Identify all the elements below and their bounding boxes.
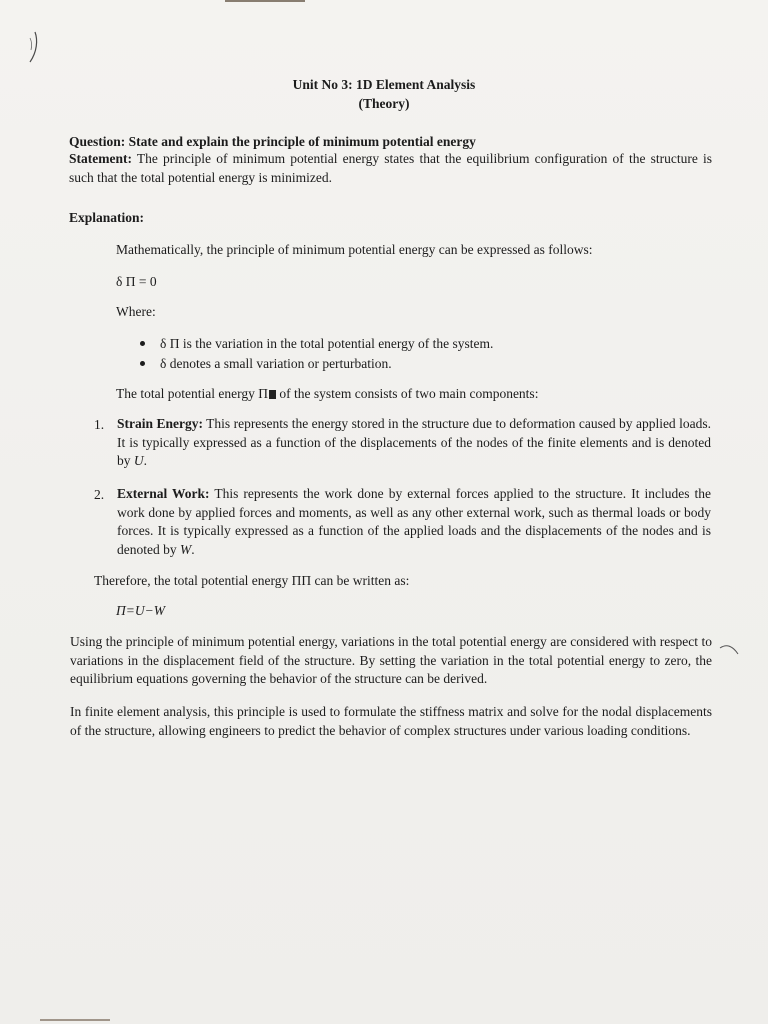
conclusion-paragraph: Using the principle of minimum potential energy, variations in the total potential energy are considered with respect to variations in the displacement field of the structure. By setting the variation in the total potential energy to zero, the equilibrium equations governing the behavior of the structure can be derived. — [70, 634, 712, 686]
external-work-symbol: W — [180, 541, 192, 557]
statement-text: The principle of minimum potential energy states that the equilibrium configuration of the structure is such that the total potential energy is minimized. — [69, 151, 712, 185]
equation-variation: δ Π = 0 — [116, 274, 157, 289]
question-heading: Question: State and explain the principle of minimum potential energy — [69, 134, 476, 149]
external-work-label: External Work: — [117, 486, 210, 501]
list-number: 1. — [94, 417, 105, 432]
document-title: Unit No 3: 1D Element Analysis — [292, 77, 476, 92]
components-intro-post: of the system consists of two main components: — [275, 386, 539, 401]
explanation-heading: Explanation: — [69, 210, 145, 225]
external-work-text: This represents the work done by external forces applied to the structure. It includes the work done by applied forces and moments, as well as any other external work, such as thermal loads or body forces. It is typically expressed as a function of the applied loads and the displacements of the nodes and is denoted by — [117, 486, 711, 557]
document-subtitle: (Theory) — [358, 96, 410, 111]
therefore-line: Therefore, the total potential energy ΠΠ can be written as: — [94, 573, 410, 588]
external-work-paragraph — [117, 485, 711, 559]
pen-mark — [718, 642, 740, 656]
pen-mark — [26, 30, 40, 64]
strain-energy-paragraph — [117, 415, 711, 471]
strain-energy-symbol: U — [133, 453, 144, 468]
bullet-item: δ denotes a small variation or perturbation. — [160, 356, 392, 371]
strain-energy-text: This represents the energy stored in the structure due to deformation caused by applied loads. It is typically expressed as a function of the displacements of the nodes of the finite elements and is denoted by — [117, 416, 711, 468]
components-intro-pre: The total potential energy Π — [116, 386, 268, 401]
components-intro — [116, 385, 538, 403]
sentence-end: . — [191, 541, 195, 557]
bullet-dot — [140, 361, 145, 366]
bullet-item: δ Π is the variation in the total potential energy of the system. — [160, 336, 494, 351]
explanation-intro: Mathematically, the principle of minimum potential energy can be expressed as follows: — [116, 242, 593, 257]
statement-paragraph — [69, 150, 712, 187]
missing-glyph-box — [269, 390, 276, 399]
scan-edge-mark — [40, 1019, 110, 1021]
fea-paragraph: In finite element analysis, this principle is used to formulate the stiffness matrix and solve for the nodal displacements of the structure, allowing engineers to predict the behavior of complex structures under various loading conditions. — [70, 704, 712, 738]
strain-energy-label: Strain Energy: — [117, 416, 203, 431]
where-label: Where: — [116, 304, 156, 319]
list-number: 2. — [94, 487, 105, 502]
bullet-dot — [140, 341, 145, 346]
sentence-end: . — [143, 453, 147, 468]
statement-label: Statement: — [69, 151, 132, 166]
scan-edge-mark — [225, 0, 305, 2]
final-equation: Π=U−W — [116, 603, 165, 618]
